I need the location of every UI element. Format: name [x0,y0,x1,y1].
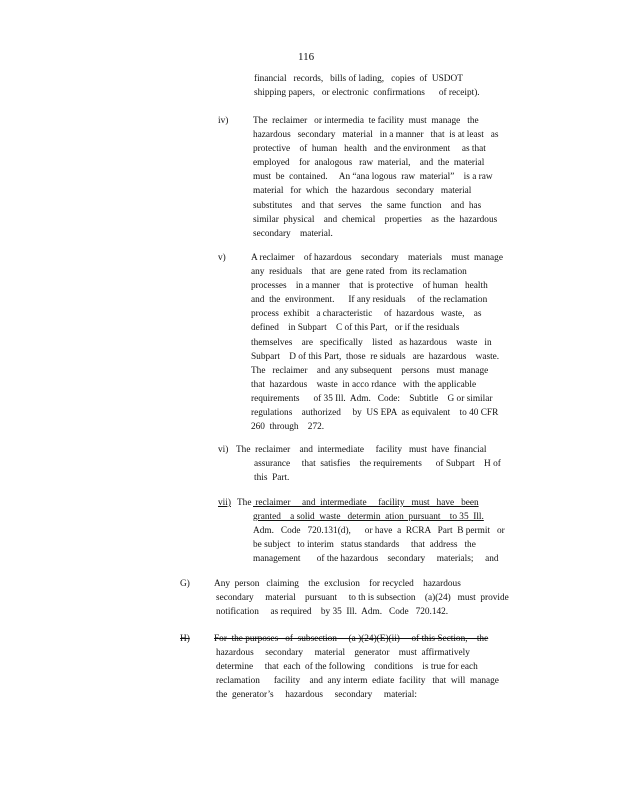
text-line: and the environment. If any residuals of the reclamation [251,295,488,306]
text-line: process exhibit a characteristic of hazardous waste, as [251,309,482,320]
item-vi-marker: vi) [218,445,229,455]
text-line: 260 through 272. [251,422,325,433]
text-line: similar physical and chemical properties as the hazardous [253,214,498,225]
text-line: the generator’s hazardous secondary material: [216,690,417,701]
text-line: assurance that satisfies the requirements of Subpart H of [254,459,501,469]
text-line-inserted: granted a solid waste determin ation pursuant to 35 Ill. [253,512,484,523]
text-line: shipping papers, or electronic confirmations of receipt). [254,88,480,99]
item-vii-marker: vii) [218,498,231,508]
item-iv-marker: iv) [218,116,229,126]
text-line: The reclaimer or intermedia te facility must manage the [253,116,479,126]
text-line: employed for analogous raw material, and the material [253,158,485,169]
text-line: hazardous secondary material generator must affirmatively [216,648,470,658]
text-line: Any person claiming the exclusion for recycled hazardous [214,579,461,589]
page-number: 116 [298,51,315,63]
item-v-text [251,251,503,434]
text-line: any residuals that are gene rated from its reclamation [251,267,467,278]
item-v-marker: v) [218,253,226,263]
text-line: requirements of 35 Ill. Adm. Code: Subtitle G or similar [251,393,493,404]
text-line: The reclaimer and any subsequent persons must manage [251,365,489,376]
item-iv-text [253,114,499,241]
text-line: defined in Subpart C of this Part, or if the residuals [251,323,460,334]
text-line: determine that each of the following conditions is true for each [216,662,478,673]
item-H-struck [214,632,488,646]
text-line: Adm. Code 720.131(d), or have a RCRA Part B permit or [253,526,505,537]
item-G-text [214,577,461,591]
text-line: must be contained. An “ana logous raw material” is a raw [253,172,493,183]
item-vii-text [253,496,505,566]
item-vii-lead: The [237,498,252,508]
text-line: themselves are specifically listed as hazardous waste in [251,337,492,348]
continuation-paragraph [254,72,480,100]
text-line: financial records, bills of lading, copies of USDOT [254,74,463,84]
item-G-continuation [216,591,509,619]
item-H-text [216,646,499,702]
text-line: The reclaimer and intermediate facility must have financial [236,445,487,455]
text-line: secondary material. [253,228,333,239]
text-line: Subpart D of this Part, those re siduals are hazardous waste. [251,351,500,362]
text-line: be subject to interim status standards that address the [253,540,476,551]
text-line: material for which the hazardous secondary material [253,186,472,197]
text-line: A reclaimer of hazardous secondary materials must manage [251,253,503,263]
text-line: hazardous secondary material in a manner that is at least as [253,130,499,141]
item-vi-continuation [254,457,501,485]
text-line: substitutes and that serves the same function and has [253,200,482,211]
item-G-marker: G) [180,579,190,589]
item-H-marker: H) [180,634,190,644]
text-line: protective of human health and the environment as that [253,144,486,155]
text-line: management of the hazardous secondary materials; and [253,554,499,565]
text-line: reclamation facility and any interm ediate facility that will manage [216,676,499,687]
text-line: secondary material pursuant to th is subsection (a)(24) must provide [216,593,509,603]
text-line-deleted: For the purposes of subsection (a )(24)(E)(ii) of this Section, the [214,634,489,644]
text-line-inserted: reclaimer and intermediate facility must have been [253,498,479,508]
text-line: this Part. [254,473,290,484]
text-line: that hazardous waste in acco rdance with the applicable [251,379,477,390]
text-line: notification as required by 35 Ill. Adm. Code 720.142. [216,607,449,618]
text-line: regulations authorized by US EPA as equivalent to 40 CFR [251,408,499,419]
item-vi-text [236,443,486,457]
text-line: processes in a manner that is protective of human health [251,281,488,292]
